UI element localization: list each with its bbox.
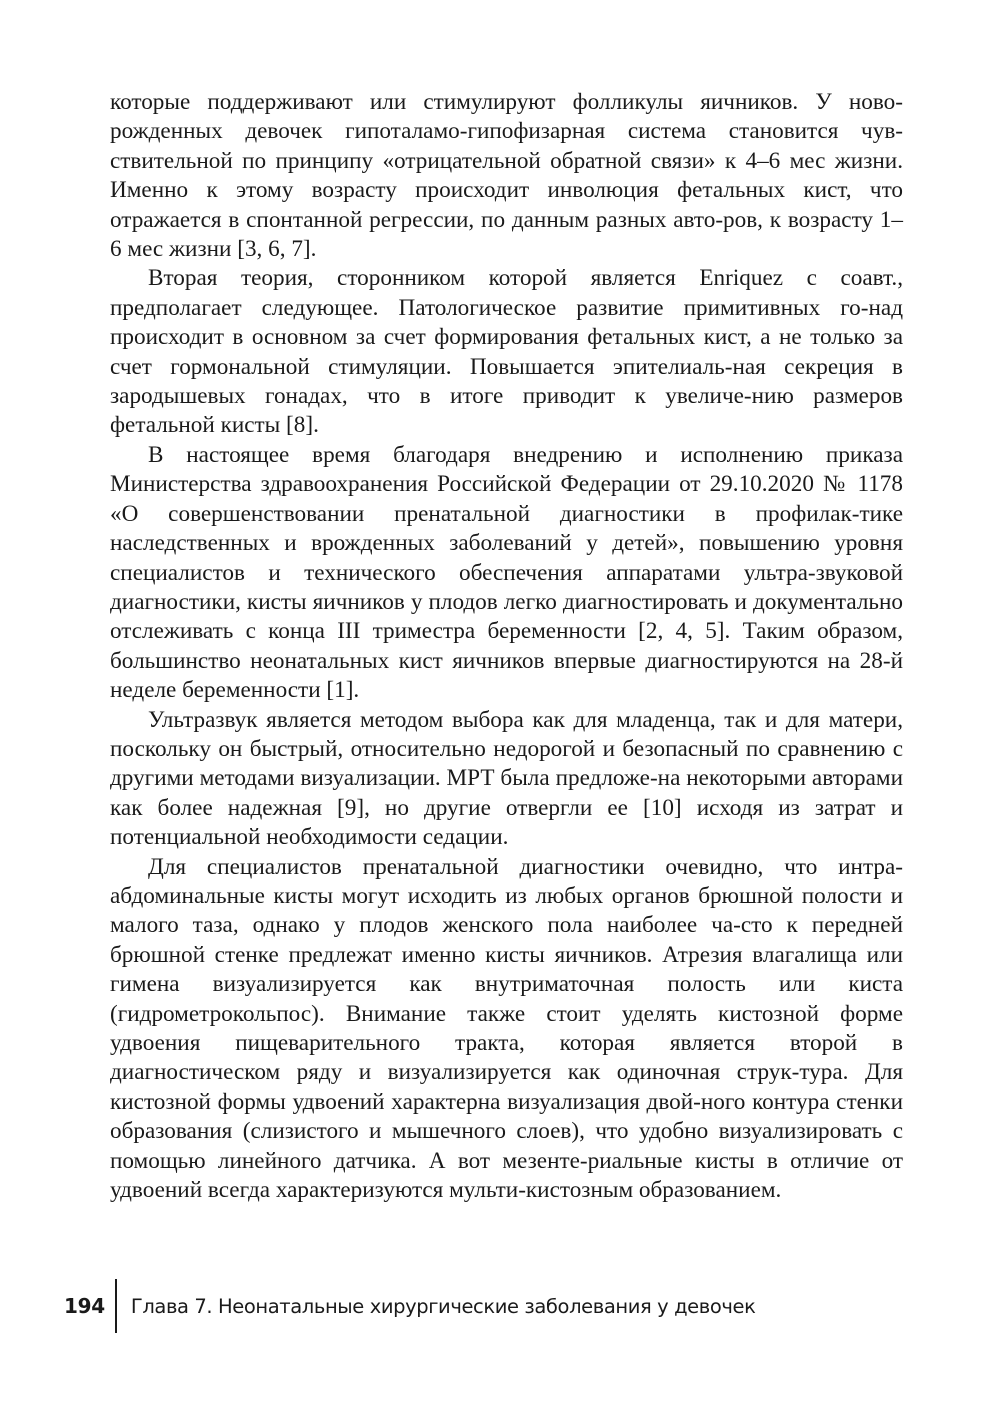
page-number: 194 [64, 1294, 105, 1318]
page-footer [64, 1279, 755, 1333]
page-body [110, 88, 903, 1205]
body-paragraph: Вторая теория, сторонником которой является Enriquez с соавт., предполагает следующее. Патологическое развитие примитивных го-над происходит в основном за счет формирования фетальных кист, а не только за счет гормональной стимуляции. Повышается эпителиаль-ная секреция в зародышевых гонадах, что в итоге приводит к увеличе-нию размеров фетальной кисты [8]. [110, 265, 903, 439]
body-paragraph: В настоящее время благодаря внедрению и исполнению приказа Министерства здравоохранения Российской Федерации от 29.10.2020 № 1178 «О совершенствовании пренатальной диагностики в профилак-тике наследственных и врожденных заболеваний у детей», повышению уровня специалистов и технического обеспечения аппаратами ультра-звуковой диагностики, кисты яичников у плодов легко диагностировать и документально отслеживать с конца III триместра беременности [2, 4, 5]. Таким образом, большинство неонатальных кист яичников впервые диагностируются на 28-й неделе беременности [1]. [110, 441, 903, 704]
footer-divider [115, 1279, 117, 1333]
body-paragraph: Ультразвук является методом выбора как для младенца, так и для матери, поскольку он быстрый, относительно недорогой и безопасный по сравнению с другими методами визуализации. МРТ была предложе-на некоторыми авторами как более надежная [9], но другие отвергли ее [10] исходя из затрат и потенциальной необходимости седации. [110, 706, 903, 851]
chapter-title: Глава 7. Неонатальные хирургические заболевания у девочек [130, 1294, 756, 1318]
body-paragraph: Для специалистов пренатальной диагностики очевидно, что интра-абдоминальные кисты могут исходить из любых органов брюшной полости и малого таза, однако у плодов женского пола наиболее ча-сто к передней брюшной стенке предлежат именно кисты яичников. Атрезия влагалища или гимена визуализируется как внутриматочная полость или киста (гидрометрокольпос). Внимание также стоит уделять кистозной форме удвоения пищеварительного тракта, которая является второй в диагностическом ряду и визуализируется как одиночная струк-тура. Для кистозной формы удвоений характерна визуализация двой-ного контура стенки образования (слизистого и мышечного слоев), что удобно визуализировать с помощью линейного датчика. А вот мезенте-риальные кисты в отличие от удвоений всегда характеризуются мульти-кистозным образованием. [110, 853, 903, 1204]
body-paragraph: которые поддерживают или стимулируют фолликулы яичников. У ново-рожденных девочек гипоталамо-гипофизарная система становится чув-ствительной по принципу «отрицательной обратной связи» к 4–6 мес жизни. Именно к этому возрасту происходит инволюция фетальных кист, что отражается в спонтанной регрессии, по данным разных авто-ров, к возрасту 1–6 мес жизни [3, 6, 7]. [110, 89, 903, 263]
